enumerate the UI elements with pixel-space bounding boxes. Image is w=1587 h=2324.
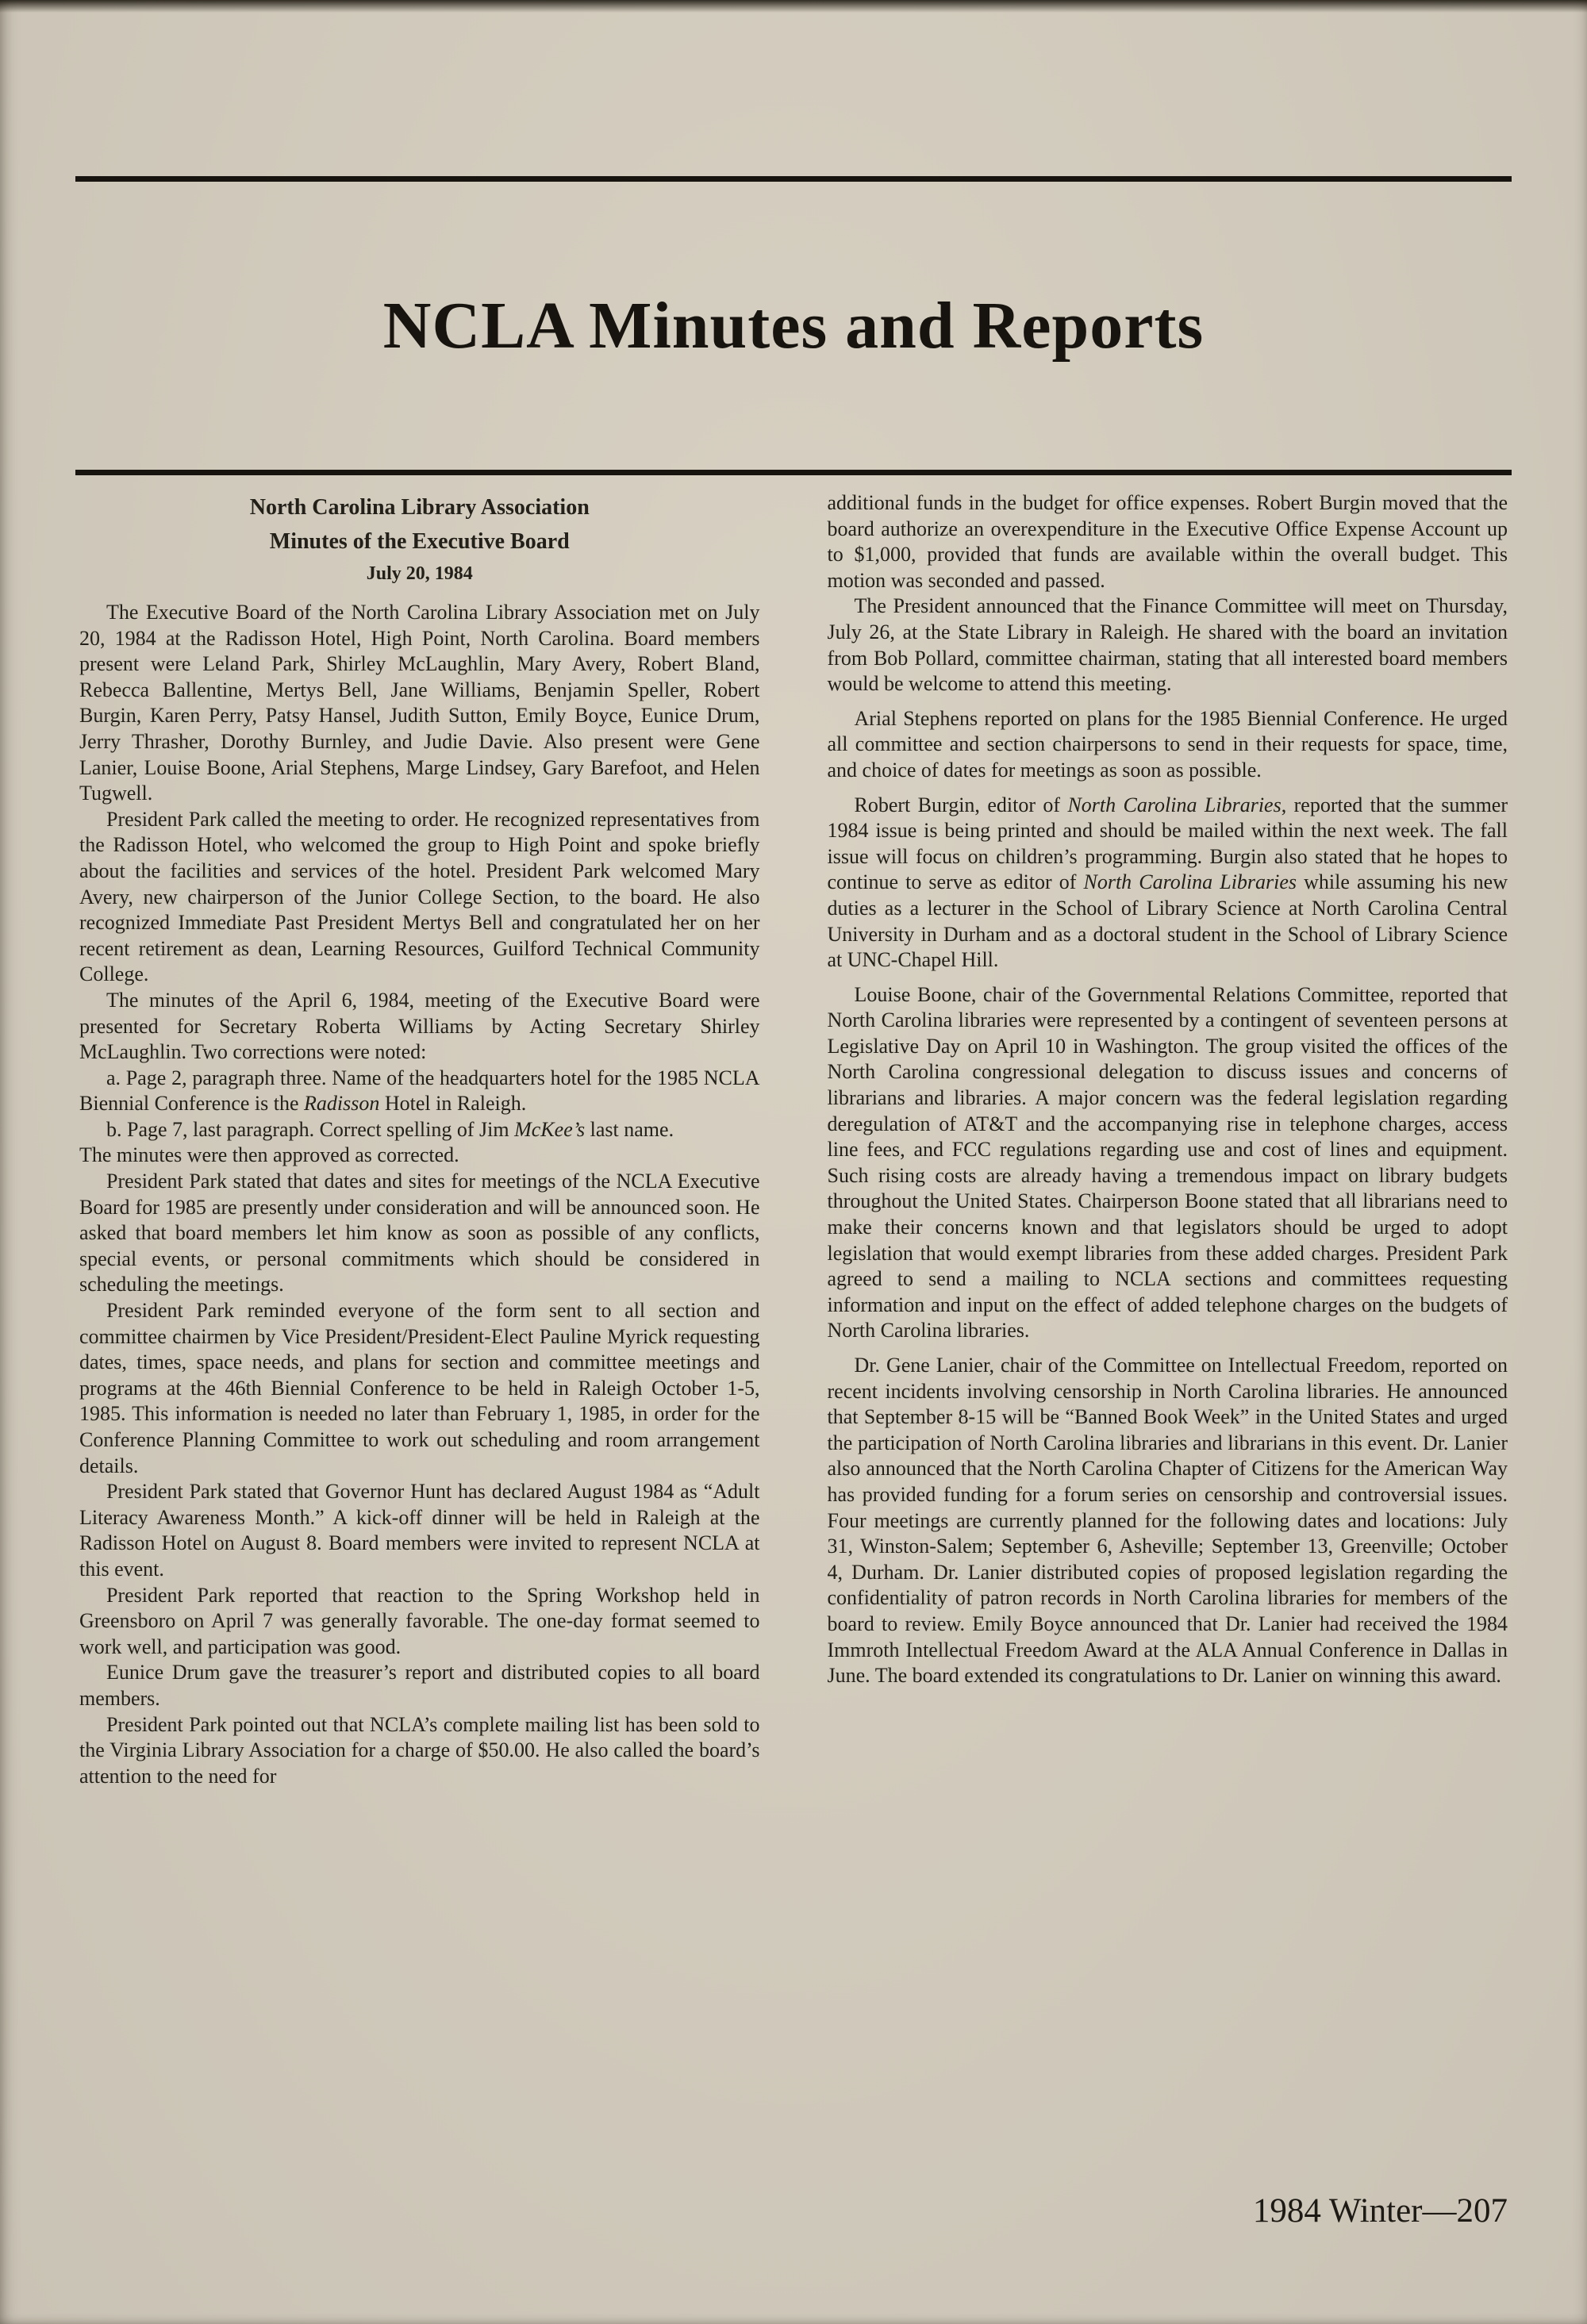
- article-heading-line: Minutes of the Executive Board: [269, 529, 570, 554]
- paragraph: The minutes were then approved as corrected.: [79, 1143, 459, 1167]
- italic-text: North Carolina Libraries: [1067, 793, 1282, 816]
- paragraph: President Park stated that Governor Hunt has declared August 1984 as “Adult Literacy Awareness Month.” A kick-off dinner will be held in Raleigh at the Radisson Hotel on August 8. Board members were invited to represent NCLA at this event.: [79, 1480, 760, 1581]
- paragraph: President Park pointed out that NCLA’s complete mailing list has been sold to the Virginia Library Association for a charge of $50.00. He also called the board’s attention to the need for: [79, 1712, 760, 1788]
- article-heading-date: July 20, 1984: [366, 563, 473, 584]
- italic-text: Radisson: [304, 1092, 380, 1116]
- paragraph: Dr. Gene Lanier, chair of the Committee on Intellectual Freedom, reported on recent incidents involving censorship in North Carolina libraries. He announced that September 8-15 will be “Banned Book Week” in the United States and urged the participation of North Carolina libraries and librarians in this event. Dr. Lanier also announced that the North Carolina Chapter of Citizens for the American Way has provided funding for a forum series on censorship and controversial issues. Four meetings are currently planned for the following dates and locations: July 31, Winston-Salem; September 6, Asheville; September 13, Greenville; October 4, Durham. Dr. Lanier distributed copies of proposed legislation regarding the confidentiality of patron records in North Carolina libraries for members of the board to review. Emily Boyce announced that Dr. Lanier had received the 1984 Immroth Intellectual Freedom Award at the ALA Annual Conference in Dallas in June. The board extended its congratulations to Dr. Lanier on winning this award.: [827, 1354, 1508, 1688]
- paragraph: Arial Stephens reported on plans for the 1985 Biennial Conference. He urged all committee and section chairpersons to send in their requests for space, time, and choice of dates for meetings as soon as possible.: [827, 706, 1508, 782]
- article-heading: [79, 490, 760, 589]
- paragraph: additional funds in the budget for office expenses. Robert Burgin moved that the board authorize an overexpenditure in the Executive Office Expense Account up to $1,000, provided that funds are available within the overall budget. This motion was seconded and passed.: [827, 491, 1508, 592]
- paragraph: President Park reminded everyone of the form sent to all section and committee chairmen by Vice President/President-Elect Pauline Myrick requesting dates, times, space needs, and plans for section and committee meetings and programs at the 46th Biennial Conference to be held in Raleigh October 1-5, 1985. This information is needed no later than February 1, 1985, in order for the Conference Planning Committee to work out scheduling and room arrangement details.: [79, 1299, 760, 1477]
- paragraph: a. Page 2, paragraph three. Name of the headquarters hotel for the 1985 NCLA Biennial Conference is the Radisson Hotel in Raleigh.: [79, 1066, 760, 1116]
- paragraph: The President announced that the Finance Committee will meet on Thursday, July 26, at the State Library in Raleigh. He shared with the board an invitation from Bob Pollard, committee chairman, stating that all interested board members would be welcome to attend this meeting.: [827, 594, 1508, 696]
- paragraph: President Park reported that reaction to the Spring Workshop held in Greensboro on April 7 was generally favorable. The one-day format seemed to work well, and participation was good.: [79, 1583, 760, 1658]
- page-title: NCLA Minutes and Reports: [382, 289, 1205, 363]
- paragraph: b. Page 7, last paragraph. Correct spelling of Jim McKee’s last name.: [106, 1117, 674, 1141]
- italic-text: McKee’s: [514, 1117, 586, 1141]
- right-column: [828, 490, 1508, 1789]
- paragraph: The minutes of the April 6, 1984, meeting of the Executive Board were presented for Secretary Roberta Williams by Acting Secretary Shirley McLaughlin. Two corrections were noted:: [79, 988, 760, 1064]
- paragraph: Eunice Drum gave the treasurer’s report and distributed copies to all board members.: [79, 1661, 760, 1710]
- paragraph: Robert Burgin, editor of North Carolina Libraries, reported that the summer 1984 issue is being printed and should be mailed within the next week. The fall issue will focus on children’s programming. Burgin also stated that he hopes to continue to serve as editor of North Carolina Libraries while assuming his new duties as a lecturer in the School of Library Science at North Carolina Central University in Durham and as a doctoral student in the School of Library Science at UNC-Chapel Hill.: [827, 793, 1508, 972]
- paragraph: President Park stated that dates and sites for meetings of the NCLA Executive Board for 1985 are presently under consideration and will be announced soon. He asked that board members let him know as soon as possible of any conflicts, special events, or personal commitments which should be considered in scheduling the meetings.: [79, 1170, 760, 1296]
- left-column: [79, 490, 760, 1789]
- article-heading-line: North Carolina Library Association: [249, 495, 590, 520]
- italic-text: North Carolina Libraries: [1083, 870, 1297, 894]
- paragraph: President Park called the meeting to order. He recognized representatives from the Radisson Hotel, who welcomed the group to High Point and spoke briefly about the facilities and services of the hotel. President Park welcomed Mary Avery, new chairperson of the Junior College Section, to the board. He also recognized Immediate Past President Mertys Bell and congratulated her on her recent retirement as dean, Learning Resources, Guilford Technical Community College.: [79, 807, 760, 986]
- paragraph: The Executive Board of the North Carolina Library Association met on July 20, 1984 at the Radisson Hotel, High Point, North Carolina. Board members present were Leland Park, Shirley McLaughlin, Mary Avery, Robert Bland, Rebecca Ballentine, Mertys Bell, Jane Williams, Benjamin Speller, Robert Burgin, Karen Perry, Patsy Hansel, Judith Sutton, Emily Boyce, Eunice Drum, Jerry Thrasher, Dorothy Burnley, and Judie Davie. Also present were Gene Lanier, Louise Boone, Arial Stephens, Marge Lindsey, Gary Barefoot, and Helen Tugwell.: [79, 601, 760, 805]
- masthead: [75, 176, 1512, 475]
- paragraph: Louise Boone, chair of the Governmental Relations Committee, reported that North Carolina libraries were represented by a contingent of seventeen persons at Legislative Day on April 10 in Washington. The group visited the offices of the North Carolina congressional delegation to discuss issues and concerns of librarians and libraries. A major concern was the federal legislation regarding deregulation of AT&T and the accompanying rise in telephone charges, access line fees, and FCC regulations regarding use and cost of lines and equipment. Such rising costs are already having a tremendous impact on library budgets throughout the United States. Chairperson Boone stated that all librarians need to make their concerns known and that legislators should be urged to adopt legislation that would exempt libraries from these added charges. President Park agreed to send a mailing to NCLA sections and committees requesting information and input on the effect of added telephone charges on the budgets of North Carolina libraries.: [827, 982, 1508, 1343]
- page-footer: 1984 Winter—207: [1252, 2192, 1508, 2230]
- article-body: [79, 490, 1508, 1789]
- right-column-text: [828, 490, 1508, 1689]
- left-column-text: [79, 600, 760, 1789]
